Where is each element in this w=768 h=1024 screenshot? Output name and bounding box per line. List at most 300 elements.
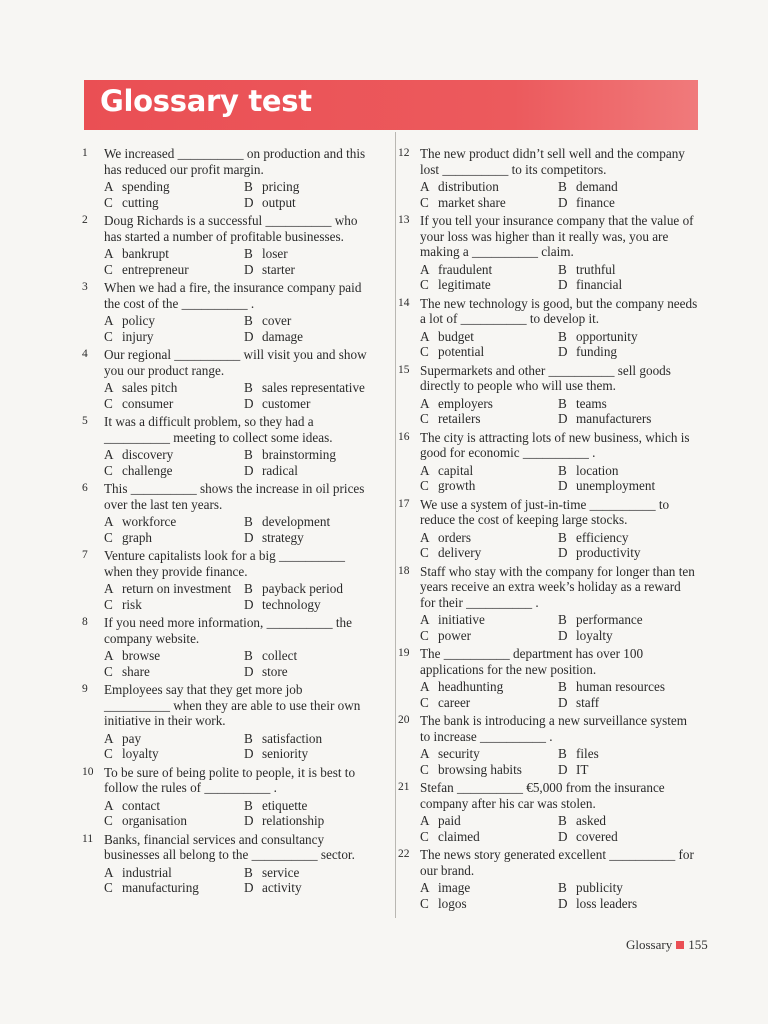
option-text: manufacturers — [576, 411, 652, 426]
question-text: The city is attracting lots of new business, which is good for economic __________ . — [420, 429, 690, 460]
option-letter: B — [244, 179, 253, 194]
option-letter: A — [104, 514, 114, 529]
option-text: starter — [262, 261, 295, 277]
option-letter: B — [244, 581, 253, 596]
answer-options — [420, 679, 698, 710]
option-text: collect — [262, 648, 298, 663]
option-letter: B — [558, 261, 567, 277]
option-letter: D — [244, 596, 254, 612]
answer-option — [244, 313, 367, 329]
answer-options — [104, 514, 367, 545]
option-letter: D — [558, 828, 568, 844]
question-item — [82, 280, 367, 344]
option-letter: C — [104, 194, 113, 210]
question-item — [398, 646, 698, 710]
option-letter: C — [104, 880, 113, 895]
answer-option — [558, 530, 698, 546]
option-text: consumer — [122, 395, 174, 411]
answer-option — [420, 545, 558, 561]
answer-option — [244, 597, 367, 613]
option-text: potential — [438, 344, 485, 359]
answer-option — [104, 798, 244, 814]
option-letter: D — [244, 663, 254, 679]
answer-option — [104, 329, 244, 345]
option-text: seniority — [262, 746, 309, 761]
answer-option — [104, 746, 244, 762]
answer-option — [244, 664, 367, 680]
option-text: employers — [438, 395, 493, 411]
answer-option — [104, 581, 244, 597]
footer-label: Glossary — [626, 937, 673, 952]
option-text: graph — [122, 529, 153, 545]
option-text: truthful — [576, 261, 616, 277]
question-text: The new technology is good, but the company needs a lot of __________ to develop it. — [420, 295, 698, 326]
option-letter: C — [104, 261, 113, 277]
option-text: activity — [262, 880, 302, 895]
option-text: funding — [576, 344, 618, 359]
option-letter: A — [104, 179, 114, 194]
question-text: Venture capitalists look for a big __________ when they provide finance. — [104, 548, 345, 579]
option-text: etiquette — [262, 797, 308, 813]
option-text: pricing — [262, 179, 300, 194]
question-item — [82, 765, 367, 829]
question-item — [398, 213, 698, 293]
option-letter: B — [558, 813, 567, 828]
answer-option — [558, 612, 698, 628]
option-letter: D — [558, 761, 568, 777]
option-letter: D — [558, 411, 568, 426]
answer-options — [104, 179, 367, 210]
answer-option — [244, 262, 367, 278]
answer-option — [244, 530, 367, 546]
option-text: IT — [576, 761, 589, 777]
option-text: relationship — [262, 813, 325, 828]
option-text: logos — [438, 895, 467, 911]
option-text: capital — [438, 462, 474, 478]
answer-option — [558, 545, 698, 561]
answer-option — [558, 762, 698, 778]
option-text: security — [438, 746, 480, 761]
answer-option — [558, 463, 698, 479]
option-letter: C — [420, 344, 429, 359]
answer-option — [104, 246, 244, 262]
option-text: asked — [576, 813, 607, 828]
option-letter: B — [244, 864, 253, 880]
question-text: If you tell your insurance company that the value of your loss was higher than it really was, you are making a __________ claim. — [420, 213, 694, 259]
answer-options — [104, 581, 367, 612]
question-text: Staff who stay with the company for longer than ten years receive an extra week’s holiday as a reward for their __________ . — [420, 563, 695, 610]
answer-option — [558, 628, 698, 644]
answer-option — [244, 813, 367, 829]
answer-options — [104, 313, 367, 344]
option-text: human resources — [576, 679, 665, 694]
question-text: It was a difficult problem, so they had a __________ meeting to collect some ideas. — [104, 414, 333, 445]
answer-option — [244, 380, 367, 396]
question-number: 19 — [398, 647, 410, 659]
answer-options — [104, 246, 367, 277]
answer-option — [420, 530, 558, 546]
answer-options — [420, 262, 698, 293]
option-text: service — [262, 864, 300, 880]
question-number: 1 — [82, 147, 88, 159]
option-letter: C — [104, 328, 113, 344]
answer-option — [104, 463, 244, 479]
question-number: 18 — [398, 564, 410, 577]
answer-option — [244, 880, 367, 896]
option-letter: A — [420, 679, 430, 694]
option-letter: A — [420, 261, 430, 277]
question-number: 20 — [398, 714, 410, 726]
answer-option — [104, 396, 244, 412]
answer-option — [420, 896, 558, 912]
answer-option — [420, 463, 558, 479]
question-item — [398, 713, 698, 777]
answer-option — [244, 514, 367, 530]
option-letter: B — [244, 730, 253, 746]
answer-option — [104, 865, 244, 881]
question-number: 17 — [398, 497, 410, 510]
answer-option — [558, 880, 698, 896]
option-letter: A — [104, 380, 114, 395]
question-number: 7 — [82, 549, 88, 561]
answer-option — [104, 597, 244, 613]
answer-option — [104, 731, 244, 747]
question-item — [398, 564, 698, 644]
option-letter: C — [420, 411, 429, 426]
answer-options — [420, 530, 698, 561]
question-text: We use a system of just-in-time __________ to reduce the cost of keeping large stocks. — [420, 496, 670, 527]
option-letter: D — [558, 478, 568, 493]
question-item — [82, 481, 367, 545]
option-letter: D — [558, 277, 568, 292]
option-text: productivity — [576, 545, 641, 560]
option-text: payback period — [262, 581, 343, 596]
question-item — [398, 430, 698, 494]
option-letter: B — [558, 462, 567, 478]
option-letter: C — [420, 828, 429, 844]
option-text: loyalty — [576, 627, 613, 643]
answer-option — [420, 179, 558, 195]
option-text: image — [438, 880, 471, 895]
answer-option — [104, 648, 244, 664]
answer-option — [420, 411, 558, 427]
option-text: distribution — [438, 179, 499, 194]
answer-option — [104, 179, 244, 195]
option-letter: A — [420, 813, 430, 828]
option-letter: D — [244, 328, 254, 344]
option-letter: C — [104, 596, 113, 612]
column-divider — [395, 132, 396, 918]
option-text: cover — [262, 313, 292, 328]
question-number: 8 — [82, 616, 88, 628]
option-letter: B — [558, 679, 567, 694]
answer-option — [420, 695, 558, 711]
answer-option — [104, 262, 244, 278]
option-text: damage — [262, 328, 304, 344]
answer-option — [420, 612, 558, 628]
answer-options — [420, 463, 698, 494]
option-letter: D — [558, 694, 568, 710]
answer-option — [420, 344, 558, 360]
answer-option — [420, 762, 558, 778]
question-text: We increased __________ on production and this has reduced our profit margin. — [104, 146, 366, 177]
answer-option — [420, 329, 558, 345]
option-letter: B — [244, 648, 253, 663]
option-text: growth — [438, 478, 476, 493]
question-number: 11 — [82, 832, 94, 845]
option-text: workforce — [122, 514, 177, 529]
question-number: 5 — [82, 415, 88, 427]
question-text: Supermarkets and other __________ sell goods directly to people who will use them. — [420, 362, 671, 393]
answer-options — [104, 447, 367, 478]
answer-options — [104, 798, 367, 829]
page-number: 155 — [688, 937, 708, 952]
option-letter: B — [244, 447, 253, 462]
question-text: The new product didn’t sell well and the company lost __________ to its competitors. — [420, 146, 685, 177]
answer-option — [244, 195, 367, 211]
option-letter: A — [104, 581, 114, 596]
answer-option — [420, 628, 558, 644]
answer-option — [104, 880, 244, 896]
option-letter: D — [244, 395, 254, 411]
answer-option — [420, 813, 558, 829]
option-text: loss leaders — [576, 895, 638, 911]
option-letter: C — [420, 194, 429, 210]
option-text: injury — [122, 328, 154, 344]
option-text: browsing habits — [438, 761, 522, 777]
option-letter: A — [420, 529, 430, 545]
option-text: claimed — [438, 828, 480, 844]
question-item — [398, 296, 698, 360]
answer-option — [244, 179, 367, 195]
option-text: radical — [262, 462, 298, 478]
option-letter: A — [420, 462, 430, 478]
answer-option — [104, 664, 244, 680]
questions-column-left — [82, 146, 367, 899]
option-letter: A — [420, 395, 430, 411]
question-text: Stefan __________ €5,000 from the insurance company after his car was stolen. — [420, 780, 665, 811]
option-letter: D — [558, 344, 568, 359]
question-number: 9 — [82, 683, 88, 695]
page-title: Glossary test — [100, 84, 312, 118]
option-text: initiative — [438, 612, 485, 627]
option-letter: A — [420, 746, 430, 761]
option-letter: D — [244, 261, 254, 277]
answer-option — [104, 313, 244, 329]
option-letter: B — [244, 514, 253, 529]
question-item — [82, 548, 367, 612]
option-text: satisfaction — [262, 730, 323, 746]
footer-square-icon — [676, 941, 684, 949]
option-text: power — [438, 627, 471, 643]
answer-option — [420, 478, 558, 494]
answer-option — [558, 829, 698, 845]
option-letter: D — [244, 462, 254, 478]
option-letter: A — [104, 864, 114, 880]
answer-option — [558, 896, 698, 912]
option-text: store — [262, 663, 288, 679]
answer-options — [104, 648, 367, 679]
answer-option — [244, 396, 367, 412]
option-text: contact — [122, 797, 161, 813]
option-text: policy — [122, 313, 155, 328]
option-letter: C — [104, 395, 113, 411]
option-text: share — [122, 663, 150, 679]
option-text: loser — [262, 246, 288, 261]
question-item — [82, 146, 367, 210]
answer-option — [244, 581, 367, 597]
answer-option — [420, 829, 558, 845]
question-text: The news story generated excellent __________ for our brand. — [420, 847, 694, 878]
option-text: manufacturing — [122, 880, 199, 895]
question-number: 4 — [82, 348, 88, 360]
question-text: Our regional __________ will visit you and show you our product range. — [104, 347, 367, 378]
option-letter: B — [558, 395, 567, 411]
question-text: Employees say that they get more job __________ when they are able to use their own initiative in their work. — [104, 682, 361, 728]
option-letter: D — [558, 194, 568, 210]
answer-option — [244, 463, 367, 479]
option-letter: B — [244, 313, 253, 328]
question-item — [398, 780, 698, 844]
option-letter: D — [558, 627, 568, 643]
question-text: When we had a fire, the insurance company paid the cost of the __________ . — [104, 280, 362, 311]
option-text: demand — [576, 179, 618, 194]
option-text: customer — [262, 395, 311, 411]
option-letter: C — [104, 663, 113, 679]
option-text: finance — [576, 194, 615, 210]
question-number: 2 — [82, 214, 88, 226]
option-text: pay — [122, 730, 142, 746]
question-text: Doug Richards is a successful __________ who has started a number of profitable businesses. — [104, 213, 358, 244]
question-text: To be sure of being polite to people, it is best to follow the rules of __________ . — [104, 764, 356, 795]
answer-options — [104, 731, 367, 762]
option-letter: C — [420, 694, 429, 710]
option-text: efficiency — [576, 529, 629, 545]
option-letter: D — [244, 880, 254, 895]
option-text: budget — [438, 328, 474, 344]
option-letter: A — [104, 730, 114, 746]
answer-option — [558, 329, 698, 345]
answer-option — [558, 277, 698, 293]
answer-option — [104, 813, 244, 829]
option-letter: A — [104, 648, 114, 663]
answer-options — [420, 746, 698, 777]
question-number: 14 — [398, 296, 410, 309]
answer-options — [420, 612, 698, 643]
question-item — [398, 363, 698, 427]
option-text: delivery — [438, 545, 482, 560]
option-letter: B — [558, 612, 567, 627]
option-letter: B — [558, 328, 567, 344]
option-letter: A — [104, 246, 114, 261]
option-letter: C — [420, 545, 429, 560]
option-letter: B — [558, 746, 567, 761]
option-text: organisation — [122, 813, 187, 828]
option-letter: D — [244, 194, 254, 210]
option-text: covered — [576, 828, 618, 844]
option-text: staff — [576, 694, 600, 710]
option-letter: C — [104, 813, 113, 828]
option-text: brainstorming — [262, 447, 336, 462]
option-text: unemployment — [576, 478, 656, 493]
question-item — [82, 615, 367, 679]
option-text: financial — [576, 277, 623, 292]
option-text: discovery — [122, 447, 174, 462]
option-text: loyalty — [122, 746, 159, 761]
option-letter: C — [420, 761, 429, 777]
answer-option — [244, 246, 367, 262]
question-item — [398, 146, 698, 210]
option-text: career — [438, 694, 471, 710]
question-number: 21 — [398, 781, 410, 793]
option-letter: C — [104, 529, 113, 545]
option-letter: A — [104, 447, 114, 462]
answer-option — [558, 179, 698, 195]
option-text: return on investment — [122, 581, 232, 596]
answer-option — [420, 195, 558, 211]
option-text: headhunting — [438, 679, 504, 694]
question-text: If you need more information, __________ the company website. — [104, 615, 352, 646]
option-text: bankrupt — [122, 246, 169, 261]
option-text: location — [576, 462, 619, 478]
option-text: retailers — [438, 411, 481, 426]
question-text: Banks, financial services and consultancy businesses all belong to the __________ sector. — [104, 831, 355, 862]
answer-option — [420, 396, 558, 412]
option-letter: A — [420, 179, 430, 194]
option-text: fraudulent — [438, 261, 493, 277]
answer-option — [104, 447, 244, 463]
option-text: teams — [576, 395, 607, 411]
question-item — [82, 832, 367, 896]
answer-option — [244, 447, 367, 463]
answer-options — [420, 396, 698, 427]
answer-option — [420, 262, 558, 278]
page-footer — [626, 937, 708, 953]
option-letter: A — [420, 328, 430, 344]
answer-options — [420, 880, 698, 911]
answer-option — [244, 648, 367, 664]
question-number: 22 — [398, 848, 410, 860]
answer-option — [558, 746, 698, 762]
option-text: opportunity — [576, 328, 638, 344]
answer-option — [558, 262, 698, 278]
option-letter: B — [558, 529, 567, 545]
option-text: technology — [262, 596, 321, 612]
option-letter: D — [244, 813, 254, 828]
answer-option — [558, 411, 698, 427]
question-number: 12 — [398, 147, 410, 159]
option-text: orders — [438, 529, 471, 545]
question-number: 16 — [398, 430, 410, 443]
answer-options — [420, 179, 698, 210]
question-item — [82, 347, 367, 411]
question-number: 13 — [398, 214, 410, 226]
question-item — [398, 847, 698, 911]
option-letter: C — [420, 895, 429, 911]
answer-options — [420, 329, 698, 360]
answer-option — [420, 880, 558, 896]
option-letter: B — [244, 380, 253, 395]
answer-option — [420, 679, 558, 695]
option-letter: A — [420, 880, 430, 895]
answer-option — [104, 380, 244, 396]
option-text: sales pitch — [122, 380, 178, 395]
option-letter: C — [104, 746, 113, 761]
question-text: This __________ shows the increase in oil prices over the last ten years. — [104, 481, 365, 512]
option-letter: B — [244, 797, 253, 813]
option-letter: B — [244, 246, 253, 261]
question-item — [82, 682, 367, 762]
